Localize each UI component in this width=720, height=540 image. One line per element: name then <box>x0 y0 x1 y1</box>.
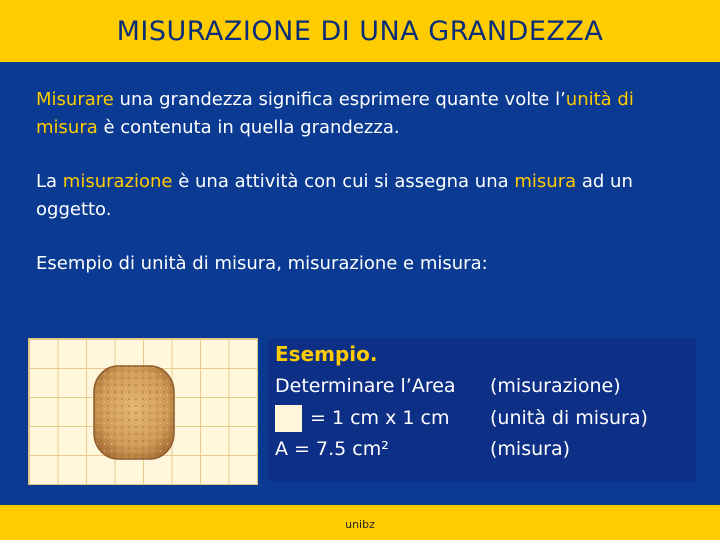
example-heading: Esempio. <box>275 342 378 366</box>
unit-square-icon <box>275 405 302 432</box>
example-row3-right: (misura) <box>490 438 571 460</box>
paragraph1-text-2: è contenuta in quella grandezza. <box>97 117 400 138</box>
highlight-misurare: Misurare <box>36 89 114 110</box>
paragraph2-text-1: La <box>36 171 63 192</box>
slide-title: MISURAZIONE DI UNA GRANDEZZA <box>116 15 604 47</box>
highlight-misurazione: misurazione <box>62 171 173 192</box>
paragraph-example-intro: Esempio di unità di misura, misurazione e misura: <box>36 253 488 274</box>
paragraph2-text-2: è una attività con cui si assegna una <box>172 171 515 192</box>
cookie-image <box>92 362 176 462</box>
example-row1-left: Determinare l’Area <box>275 375 456 397</box>
paragraph1-text-1: una grandezza significa esprimere quante volte l’ <box>113 89 566 110</box>
example-row2-right: (unità di misura) <box>490 407 648 429</box>
title-bar <box>0 0 720 62</box>
paragraph2-text-3: ad un oggetto. <box>36 171 633 220</box>
paragraph-definition-misurare <box>36 86 686 142</box>
slide-content <box>36 86 686 304</box>
example-row3-left: A = 7.5 cm² <box>275 438 389 460</box>
paragraph-definition-misurazione <box>36 168 686 224</box>
highlight-misura: misura <box>514 171 577 192</box>
example-box <box>268 338 696 481</box>
example-row1-right: (misurazione) <box>490 375 621 397</box>
example-row2-left: = 1 cm x 1 cm <box>310 407 450 429</box>
footer-label: unibz <box>345 518 375 531</box>
bottom-bar <box>0 505 720 540</box>
highlight-unita-di-misura: unità di misura <box>36 89 634 138</box>
